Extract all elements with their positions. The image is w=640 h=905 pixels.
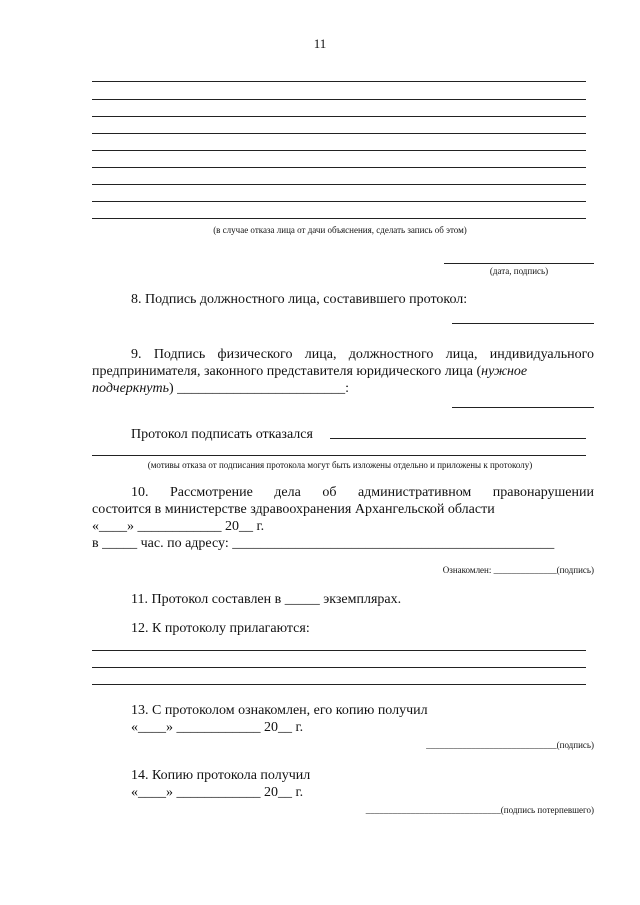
blank-line	[92, 133, 586, 134]
item-12-text: 12. К протоколу прилагаются:	[131, 621, 310, 636]
item-8-signature-line	[452, 323, 594, 324]
item-10-line-1: 10. Рассмотрение дела об административном правонарушении	[131, 485, 594, 500]
item-9-line-2	[92, 363, 527, 380]
item-14-signature: ______________________________(подпись потерпевшего)	[365, 805, 594, 815]
item-9-line-2-text: предпринимателя, законного представителя юридического лица (	[92, 364, 482, 379]
blank-line	[92, 99, 586, 100]
blank-line	[92, 81, 586, 82]
date-signature-note: (дата, подпись)	[489, 266, 549, 276]
explanation-note: (в случае отказа лица от дачи объяснения, сделать запись об этом)	[213, 225, 467, 235]
refusal-line	[330, 438, 586, 439]
page-number: 11	[313, 36, 327, 51]
refusal-label: Протокол подписать отказался	[131, 427, 313, 442]
refusal-reason-line	[92, 455, 586, 456]
item-10-line-2: состоится в министерстве здравоохранения Архангельской области	[92, 502, 495, 517]
blank-line	[92, 150, 586, 151]
item-13-date: «____» ____________ 20__ г.	[131, 720, 304, 735]
date-signature-line	[444, 263, 594, 264]
blank-line	[92, 218, 586, 219]
item-9-signature-line	[452, 407, 594, 408]
item-8-text: 8. Подпись должностного лица, составившего протокол:	[131, 292, 468, 307]
item-9-italic-underline: подчеркнуть	[92, 381, 169, 396]
attachment-line	[92, 667, 586, 668]
item-10-time-address: в _____ час. по адресу: ______________________________________________	[92, 536, 555, 551]
blank-line	[92, 184, 586, 185]
item-10-acquainted: Ознакомлен: ______________(подпись)	[442, 565, 594, 575]
item-11-text: 11. Протокол составлен в _____ экземплярах.	[131, 592, 402, 607]
blank-line	[92, 116, 586, 117]
blank-line	[92, 167, 586, 168]
attachment-line	[92, 684, 586, 685]
item-9-line-3-text: ) ________________________:	[168, 381, 350, 396]
item-9-line-1: 9. Подпись физического лица, должностного лица, индивидуального	[131, 347, 594, 362]
refusal-note: (мотивы отказа от подписания протокола могут быть изложены отдельно и приложены к протоколу)	[147, 460, 533, 470]
item-13-text: 13. С протоколом ознакомлен, его копию получил	[131, 703, 428, 718]
item-10-date: «____» ____________ 20__ г.	[92, 519, 265, 534]
item-9-line-3	[92, 380, 349, 397]
item-13-signature: _____________________________(подпись)	[426, 740, 594, 750]
item-14-text: 14. Копию протокола получил	[131, 768, 311, 783]
blank-line	[92, 201, 586, 202]
attachment-line	[92, 650, 586, 651]
item-14-date: «____» ____________ 20__ г.	[131, 785, 304, 800]
item-9-italic-needed: нужное	[481, 364, 528, 379]
